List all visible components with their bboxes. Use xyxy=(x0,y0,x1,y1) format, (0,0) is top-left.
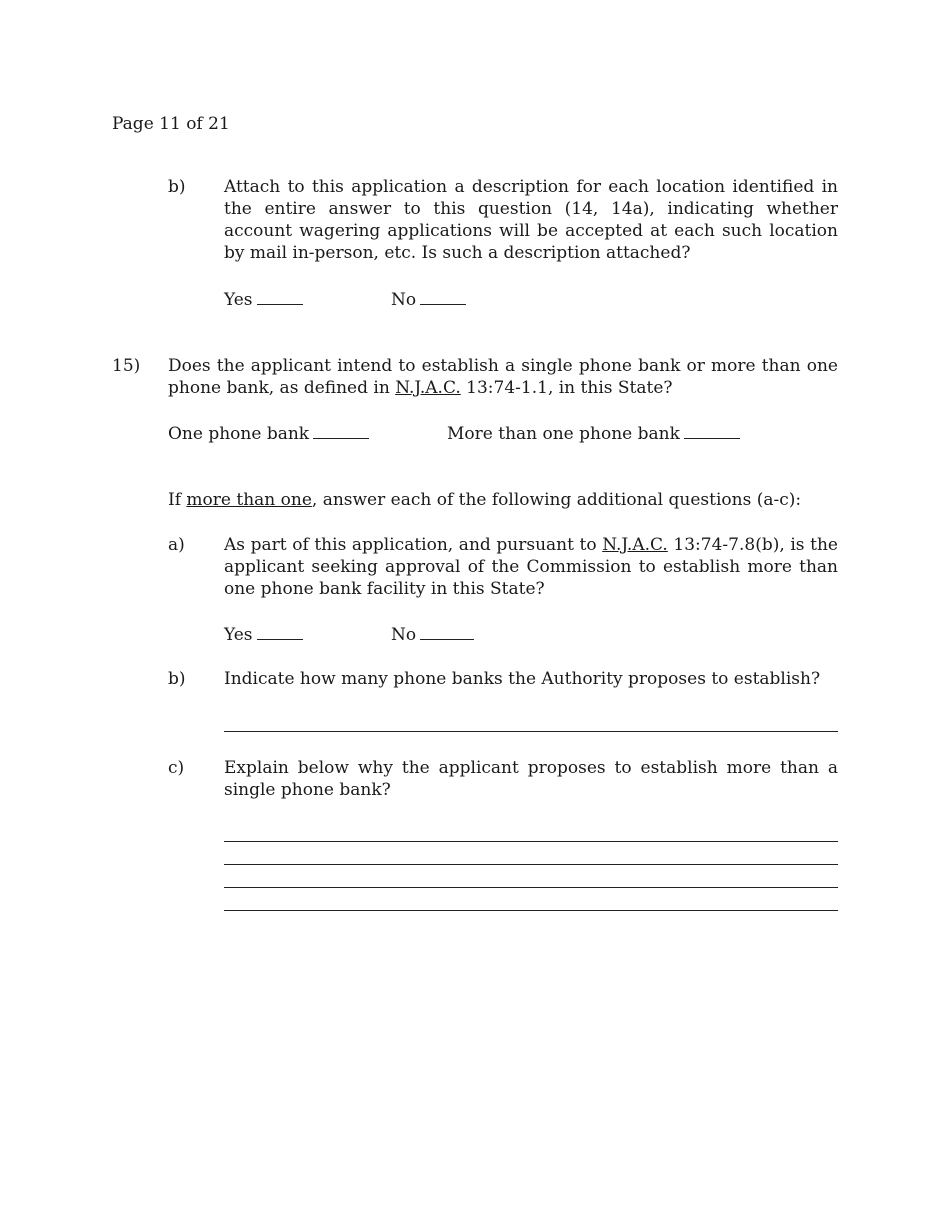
more-than-one-blank[interactable] xyxy=(684,422,740,439)
one-phone-bank-option[interactable] xyxy=(168,422,369,445)
no-label: No xyxy=(391,290,417,310)
question-text: Does the applicant intend to establish a single phone bank or more than one phone bank, as defined in N.J.A.C. 13:74-1.1, in this State? xyxy=(168,356,838,398)
yes-answer-blank[interactable] xyxy=(257,623,303,640)
no-answer-blank[interactable] xyxy=(420,288,466,305)
item-label: a) xyxy=(168,535,185,555)
no-label: No xyxy=(391,625,417,645)
yes-label: Yes xyxy=(224,625,253,645)
question-text: Indicate how many phone banks the Authority proposes to establish? xyxy=(224,669,821,689)
item-label: b) xyxy=(168,177,186,197)
question-text: Attach to this application a description for each location identified in the entire answer to this question (14, 14a), indicating whether account wagering applications will be accepted at each such location by mail in-person, etc. Is such a description attached? xyxy=(224,177,838,263)
more-than-one-option[interactable] xyxy=(447,422,740,445)
no-option[interactable] xyxy=(391,288,466,311)
answer-line[interactable] xyxy=(224,731,838,732)
yes-option[interactable] xyxy=(224,623,303,646)
item-label: b) xyxy=(168,669,186,689)
question-number: 15) xyxy=(112,356,141,376)
rule-reference: N.J.A.C. xyxy=(395,378,461,398)
question-text: As part of this application, and pursuant to N.J.A.C. 13:74-7.8(b), is the applicant seeking approval of the Commission to establish more than one phone bank facility in this State? xyxy=(224,535,838,599)
yes-label: Yes xyxy=(224,290,253,310)
yes-option[interactable] xyxy=(224,288,303,311)
item-label: c) xyxy=(168,758,185,778)
yes-answer-blank[interactable] xyxy=(257,288,303,305)
page-number: Page 11 of 21 xyxy=(112,114,230,134)
conditional-instruction: If more than one, answer each of the following additional questions (a-c): xyxy=(168,490,802,510)
rule-reference: N.J.A.C. xyxy=(602,535,668,555)
answer-line[interactable] xyxy=(224,841,838,842)
answer-line[interactable] xyxy=(224,910,838,911)
option-label: More than one phone bank xyxy=(447,424,680,444)
answer-line[interactable] xyxy=(224,887,838,888)
option-label: One phone bank xyxy=(168,424,310,444)
no-option[interactable] xyxy=(391,623,474,646)
no-answer-blank[interactable] xyxy=(420,623,474,640)
question-text: Explain below why the applicant proposes to establish more than a single phone bank? xyxy=(224,758,838,800)
one-phone-bank-blank[interactable] xyxy=(313,422,369,439)
answer-line[interactable] xyxy=(224,864,838,865)
